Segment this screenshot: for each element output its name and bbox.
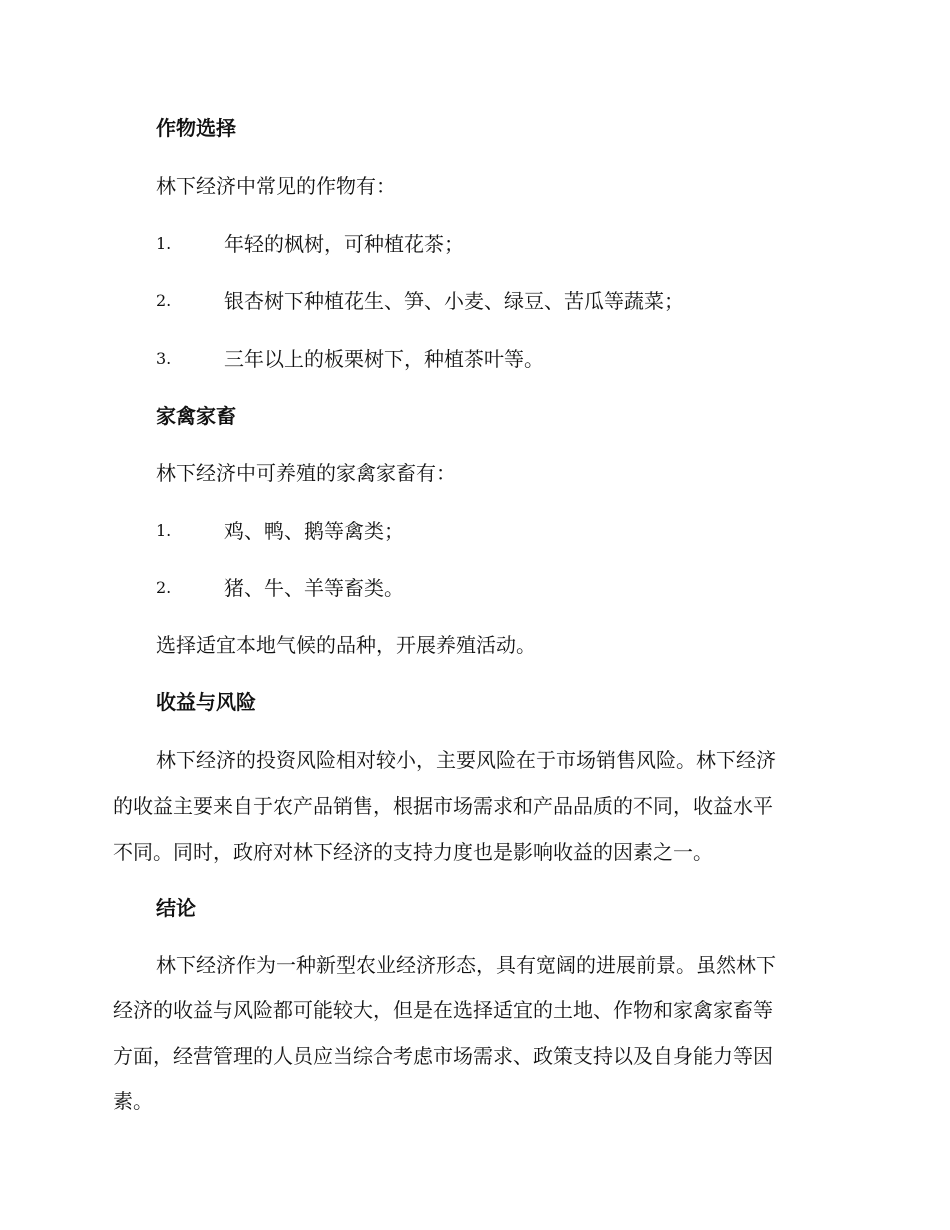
paragraph-line: 方面，经营管理的人员应当综合考虑市场需求、政策支持以及自身能力等因	[113, 1044, 773, 1068]
paragraph-line: 经济的收益与风险都可能较大，但是在选择适宜的土地、作物和家禽家畜等	[113, 998, 773, 1022]
list-item-text: 三年以上的板栗树下，种植茶叶等。	[224, 347, 544, 371]
list-item-text: 年轻的枫树，可种植花茶；	[224, 232, 464, 256]
list-item-number: 2.	[156, 578, 172, 597]
section-heading-crops: 作物选择	[156, 116, 236, 140]
livestock-intro: 林下经济中可养殖的家禽家畜有：	[156, 461, 456, 485]
paragraph-line: 素。	[113, 1089, 153, 1113]
paragraph-line: 不同。同时，政府对林下经济的支持力度也是影响收益的因素之一。	[113, 840, 713, 864]
list-item-text: 猪、牛、羊等畜类。	[224, 576, 404, 600]
list-item-number: 2.	[156, 291, 172, 310]
livestock-closing: 选择适宜本地气候的品种，开展养殖活动。	[156, 633, 536, 657]
section-heading-conclusion: 结论	[156, 896, 196, 920]
crops-intro: 林下经济中常见的作物有：	[156, 174, 396, 198]
section-heading-livestock: 家禽家畜	[156, 404, 236, 428]
list-item-text: 银杏树下种植花生、笋、小麦、绿豆、苦瓜等蔬菜；	[224, 289, 684, 313]
paragraph-line: 林下经济作为一种新型农业经济形态，具有宽阔的进展前景。虽然林下	[156, 953, 776, 977]
paragraph-line: 林下经济的投资风险相对较小，主要风险在于市场销售风险。林下经济	[156, 748, 776, 772]
list-item-text: 鸡、鸭、鹅等禽类；	[224, 519, 404, 543]
list-item-number: 3.	[156, 349, 172, 368]
section-heading-returns: 收益与风险	[156, 690, 256, 714]
paragraph-line: 的收益主要来自于农产品销售，根据市场需求和产品品质的不同，收益水平	[113, 794, 773, 818]
list-item-number: 1.	[156, 521, 172, 540]
list-item-number: 1.	[156, 234, 172, 253]
